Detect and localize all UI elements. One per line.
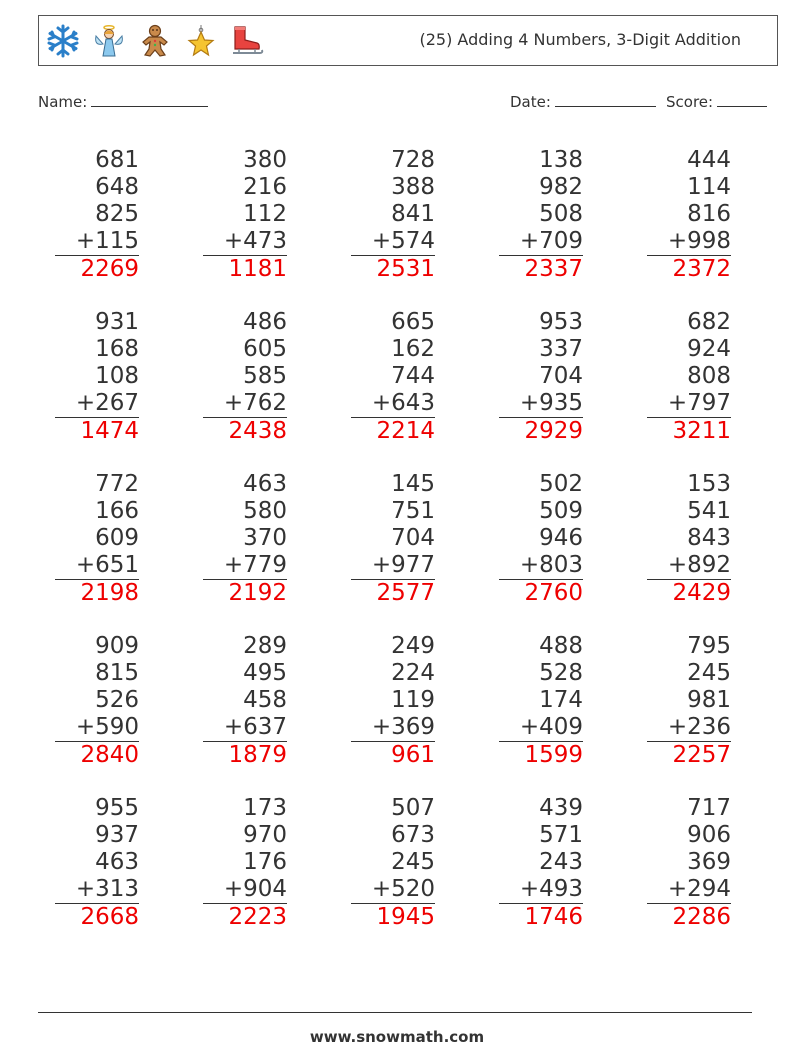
- addend: 953: [539, 309, 583, 335]
- addend: 717: [687, 795, 731, 821]
- score-field: [666, 91, 767, 111]
- answer: 2223: [228, 904, 287, 930]
- addition-problem: [463, 309, 583, 445]
- addend: 704: [539, 363, 583, 389]
- answer: 2269: [80, 256, 139, 282]
- addend: 571: [539, 822, 583, 848]
- addend: 580: [243, 498, 287, 524]
- addend: 508: [539, 201, 583, 227]
- addend: 114: [687, 174, 731, 200]
- last-addend: +762: [203, 390, 287, 418]
- last-addend: +977: [351, 552, 435, 580]
- addition-problem: [19, 795, 139, 931]
- answer: 2257: [672, 742, 731, 768]
- addend: 458: [243, 687, 287, 713]
- addend: 795: [687, 633, 731, 659]
- addend: 224: [391, 660, 435, 686]
- last-addend: +520: [351, 876, 435, 904]
- addition-problem: [19, 309, 139, 445]
- last-addend: +369: [351, 714, 435, 742]
- addend: 173: [243, 795, 287, 821]
- addend: 681: [95, 147, 139, 173]
- answer: 1945: [376, 904, 435, 930]
- answer: 2429: [672, 580, 731, 606]
- answer: 2577: [376, 580, 435, 606]
- addend: 138: [539, 147, 583, 173]
- answer: 2214: [376, 418, 435, 444]
- addend: 970: [243, 822, 287, 848]
- addend: 166: [95, 498, 139, 524]
- addition-problem: [463, 147, 583, 283]
- addition-problem: [315, 795, 435, 931]
- addend: 369: [687, 849, 731, 875]
- last-addend: +998: [647, 228, 731, 256]
- addend: 444: [687, 147, 731, 173]
- addend: 728: [391, 147, 435, 173]
- addend: 216: [243, 174, 287, 200]
- addend: 168: [95, 336, 139, 362]
- answer: 1474: [80, 418, 139, 444]
- last-addend: +797: [647, 390, 731, 418]
- addend: 751: [391, 498, 435, 524]
- answer: 2929: [524, 418, 583, 444]
- addition-problem: [611, 147, 731, 283]
- addition-problem: [19, 471, 139, 607]
- addend: 162: [391, 336, 435, 362]
- addend: 337: [539, 336, 583, 362]
- addend: 507: [391, 795, 435, 821]
- addition-problem: [611, 633, 731, 769]
- addend: 176: [243, 849, 287, 875]
- answer: 1879: [228, 742, 287, 768]
- addition-problem: [315, 633, 435, 769]
- last-addend: +904: [203, 876, 287, 904]
- snowflake-icon: [45, 23, 81, 59]
- addend: 946: [539, 525, 583, 551]
- addition-problem: [19, 147, 139, 283]
- addition-problem: [315, 147, 435, 283]
- addend: 145: [391, 471, 435, 497]
- addend: 153: [687, 471, 731, 497]
- addend: 841: [391, 201, 435, 227]
- addend: 112: [243, 201, 287, 227]
- last-addend: +637: [203, 714, 287, 742]
- addend: 526: [95, 687, 139, 713]
- name-blank[interactable]: [91, 91, 208, 107]
- last-addend: +709: [499, 228, 583, 256]
- addend: 815: [95, 660, 139, 686]
- addition-problem: [611, 309, 731, 445]
- last-addend: +313: [55, 876, 139, 904]
- addend: 463: [95, 849, 139, 875]
- star-icon: [183, 23, 219, 59]
- addend: 981: [687, 687, 731, 713]
- addition-problem: [463, 633, 583, 769]
- addend: 772: [95, 471, 139, 497]
- score-blank[interactable]: [717, 91, 767, 107]
- addition-problem: [167, 471, 287, 607]
- addend: 906: [687, 822, 731, 848]
- addition-problem: [167, 147, 287, 283]
- addend: 528: [539, 660, 583, 686]
- addend: 245: [391, 849, 435, 875]
- answer: 2337: [524, 256, 583, 282]
- last-addend: +493: [499, 876, 583, 904]
- addition-problem: [167, 309, 287, 445]
- date-label: Date:: [510, 93, 551, 111]
- addend: 816: [687, 201, 731, 227]
- ice-skate-icon: [229, 23, 265, 59]
- answer: 2531: [376, 256, 435, 282]
- angel-icon: [91, 23, 127, 59]
- addend: 486: [243, 309, 287, 335]
- answer: 3211: [672, 418, 731, 444]
- date-field: [510, 91, 656, 111]
- answer: 2438: [228, 418, 287, 444]
- addend: 488: [539, 633, 583, 659]
- last-addend: +267: [55, 390, 139, 418]
- answer: 2840: [80, 742, 139, 768]
- addend: 744: [391, 363, 435, 389]
- last-addend: +935: [499, 390, 583, 418]
- header-box: [38, 15, 778, 66]
- addend: 174: [539, 687, 583, 713]
- addend: 509: [539, 498, 583, 524]
- addend: 808: [687, 363, 731, 389]
- answer: 2198: [80, 580, 139, 606]
- addition-problem: [463, 471, 583, 607]
- addend: 245: [687, 660, 731, 686]
- last-addend: +294: [647, 876, 731, 904]
- addend: 605: [243, 336, 287, 362]
- addend: 931: [95, 309, 139, 335]
- last-addend: +651: [55, 552, 139, 580]
- addition-problem: [167, 795, 287, 931]
- addend: 665: [391, 309, 435, 335]
- addend: 648: [95, 174, 139, 200]
- last-addend: +643: [351, 390, 435, 418]
- addend: 982: [539, 174, 583, 200]
- addend: 673: [391, 822, 435, 848]
- last-addend: +236: [647, 714, 731, 742]
- addend: 388: [391, 174, 435, 200]
- gingerbread-icon: [137, 23, 173, 59]
- answer: 1746: [524, 904, 583, 930]
- date-blank[interactable]: [555, 91, 656, 107]
- addend: 119: [391, 687, 435, 713]
- footer-site: www.snowmath.com: [309, 1028, 485, 1046]
- name-label: Name:: [38, 93, 88, 111]
- addend: 249: [391, 633, 435, 659]
- addition-problem: [19, 633, 139, 769]
- icon-row: [45, 23, 265, 59]
- addend: 380: [243, 147, 287, 173]
- addition-problem: [315, 309, 435, 445]
- addend: 289: [243, 633, 287, 659]
- last-addend: +590: [55, 714, 139, 742]
- last-addend: +574: [351, 228, 435, 256]
- addend: 439: [539, 795, 583, 821]
- addition-problem: [167, 633, 287, 769]
- answer: 2286: [672, 904, 731, 930]
- addend: 495: [243, 660, 287, 686]
- addition-problem: [611, 471, 731, 607]
- addend: 609: [95, 525, 139, 551]
- answer: 961: [391, 742, 435, 768]
- answer: 1181: [228, 256, 287, 282]
- addend: 924: [687, 336, 731, 362]
- score-label: Score:: [666, 93, 714, 111]
- addend: 843: [687, 525, 731, 551]
- addition-problem: [611, 795, 731, 931]
- addend: 502: [539, 471, 583, 497]
- addend: 704: [391, 525, 435, 551]
- answer: 2668: [80, 904, 139, 930]
- addend: 937: [95, 822, 139, 848]
- footer-divider: [38, 1012, 752, 1013]
- answer: 2760: [524, 580, 583, 606]
- addend: 825: [95, 201, 139, 227]
- worksheet-title: (25) Adding 4 Numbers, 3-Digit Addition: [419, 30, 741, 49]
- addition-problem: [315, 471, 435, 607]
- last-addend: +892: [647, 552, 731, 580]
- addend: 955: [95, 795, 139, 821]
- addend: 463: [243, 471, 287, 497]
- addend: 682: [687, 309, 731, 335]
- addend: 909: [95, 633, 139, 659]
- addend: 541: [687, 498, 731, 524]
- addend: 370: [243, 525, 287, 551]
- last-addend: +115: [55, 228, 139, 256]
- answer: 2372: [672, 256, 731, 282]
- last-addend: +409: [499, 714, 583, 742]
- addend: 108: [95, 363, 139, 389]
- student-fields: [38, 91, 770, 115]
- addition-problem: [463, 795, 583, 931]
- addend: 243: [539, 849, 583, 875]
- last-addend: +803: [499, 552, 583, 580]
- answer: 2192: [228, 580, 287, 606]
- name-field: [38, 91, 208, 111]
- last-addend: +779: [203, 552, 287, 580]
- last-addend: +473: [203, 228, 287, 256]
- addend: 585: [243, 363, 287, 389]
- answer: 1599: [524, 742, 583, 768]
